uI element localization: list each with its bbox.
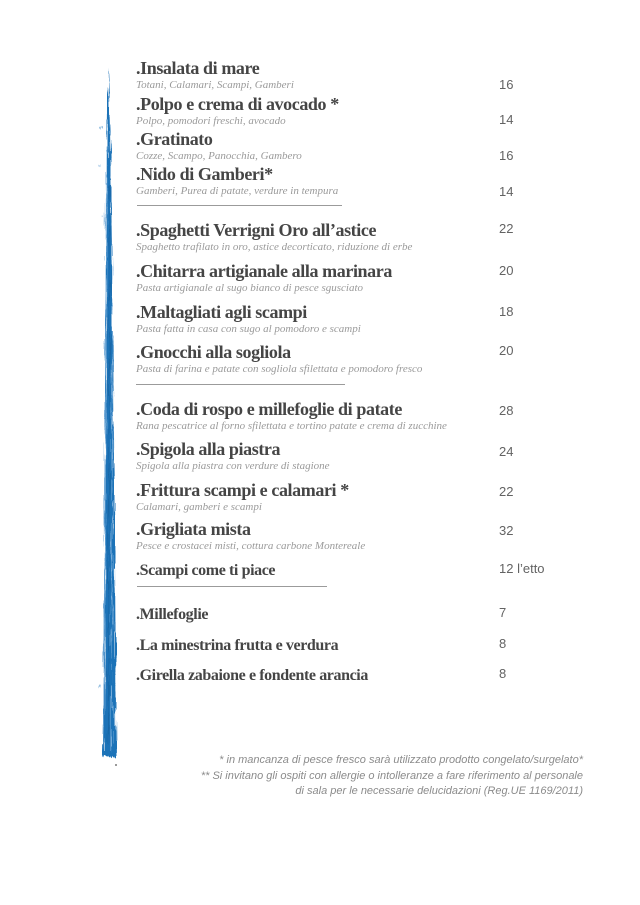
- footnote-line: * in mancanza di pesce fresco sarà utilizzato prodotto congelato/surgelato*: [219, 754, 583, 766]
- menu-item-price: 8: [499, 636, 507, 651]
- menu-item-description: Calamari, gamberi e scampi: [136, 501, 262, 513]
- menu-item-name: .Girella zabaione e fondente arancia: [136, 667, 368, 684]
- menu-item-price: 22: [499, 484, 514, 499]
- footnote-line: di sala per le necessarie delucidazioni (Reg.UE 1169/2011): [295, 785, 583, 798]
- menu-item-name: .Coda di rospo e millefoglie di patate: [136, 399, 402, 419]
- menu-item-name: .Polpo e crema di avocado *: [136, 94, 339, 114]
- menu-item-price: 16: [499, 148, 514, 163]
- menu-item-price: 16: [499, 77, 514, 92]
- section-divider: [137, 586, 327, 587]
- menu-item-description: Spaghetto trafilato in oro, astice decorticato, riduzione di erbe: [136, 241, 413, 253]
- menu-item: [136, 668, 476, 684]
- menu-item-price: 12 l’etto: [499, 561, 545, 576]
- menu-item: [136, 607, 476, 623]
- menu-item: [136, 563, 476, 579]
- menu-item-price: 28: [499, 403, 514, 418]
- menu-item: [136, 343, 476, 376]
- menu-item-description: Spigola alla piastra con verdure di stagione: [136, 460, 330, 472]
- menu-item-price: 14: [499, 112, 514, 127]
- menu-item-price: 7: [499, 605, 507, 620]
- section-divider: [136, 384, 345, 385]
- menu-item-description: Pasta fatta in casa con sugo al pomodoro e scampi: [136, 323, 361, 335]
- footnotes: [201, 753, 583, 800]
- menu-item-name: .Frittura scampi e calamari *: [136, 480, 349, 500]
- menu-item-name: .Gnocchi alla sogliola: [136, 342, 291, 362]
- menu-item-description: Polpo, pomodori freschi, avocado: [136, 115, 286, 127]
- menu-item-name: .Maltagliati agli scampi: [136, 302, 307, 322]
- menu-item-name: .Gratinato: [136, 129, 213, 149]
- menu-item-description: Gamberi, Purea di patate, verdure in tempura: [136, 185, 339, 197]
- ink-speck: [115, 764, 117, 766]
- menu-item: [136, 130, 476, 163]
- menu-item-name: .Insalata di mare: [136, 58, 260, 78]
- menu-item-description: Totani, Calamari, Scampi, Gamberi: [136, 79, 294, 91]
- menu-item: [136, 59, 476, 92]
- menu-item-price: 24: [499, 444, 514, 459]
- section-divider: [137, 205, 342, 206]
- menu-item: [136, 221, 476, 254]
- menu-item: [136, 520, 476, 553]
- menu-item-price: 8: [499, 666, 507, 681]
- menu-item-name: .Scampi come ti piace: [136, 562, 276, 579]
- menu-item-name: .La minestrina frutta e verdura: [136, 637, 339, 654]
- menu-item-price: 18: [499, 304, 514, 319]
- menu-item-price: 20: [499, 263, 514, 278]
- menu-item: [136, 400, 476, 433]
- menu-item: [136, 95, 476, 128]
- menu-item-price: 20: [499, 343, 514, 358]
- menu-item-name: .Chitarra artigianale alla marinara: [136, 261, 392, 281]
- menu-item-name: .Spaghetti Verrigni Oro all’astice: [136, 220, 377, 240]
- menu-item-description: Pesce e crostacei misti, cottura carbone Montereale: [136, 540, 366, 552]
- menu-item-name: .Grigliata mista: [136, 519, 251, 539]
- blue-brushstroke-decoration: [91, 66, 125, 766]
- menu-item: [136, 638, 476, 654]
- menu-item-name: .Millefoglie: [136, 606, 209, 623]
- menu-item: [136, 303, 476, 336]
- menu-item-description: Cozze, Scampo, Panocchia, Gambero: [136, 150, 302, 162]
- menu-item-description: Pasta di farina e patate con sogliola sfilettata e pomodoro fresco: [136, 363, 423, 375]
- menu-item-price: 32: [499, 523, 514, 538]
- menu-item-price: 14: [499, 184, 514, 199]
- menu-item: [136, 440, 476, 473]
- menu-item: [136, 481, 476, 514]
- menu-item: [136, 165, 476, 198]
- footnote-line: ** Si invitano gli ospiti con allergie o intolleranze a fare riferimento al personale: [200, 769, 583, 782]
- menu-item-name: .Nido di Gamberi*: [136, 164, 273, 184]
- menu-item: [136, 262, 476, 295]
- menu-item-name: .Spigola alla piastra: [136, 439, 281, 459]
- menu-item-description: Pasta artigianale al sugo bianco di pesce sgusciato: [136, 282, 364, 294]
- menu-item-price: 22: [499, 221, 514, 236]
- menu-item-description: Rana pescatrice al forno sfilettata e tortino patate e crema di zucchine: [136, 420, 447, 432]
